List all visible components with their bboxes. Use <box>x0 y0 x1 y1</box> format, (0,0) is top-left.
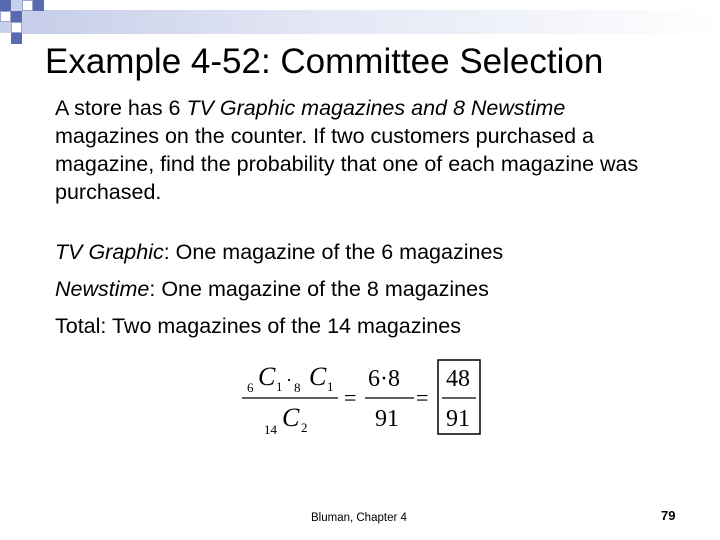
definition-text: : One magazine of the 6 magazines <box>163 240 504 264</box>
deco-square <box>22 0 33 11</box>
formula-mid-num: 6·8 <box>368 366 400 392</box>
probability-formula <box>238 358 488 438</box>
definition-label: Total <box>55 314 101 338</box>
formula-den-var: C <box>282 403 300 432</box>
formula-mid-den: 91 <box>375 406 399 432</box>
formula-num-left-sub: 6 <box>247 380 254 395</box>
deco-square <box>0 22 11 33</box>
definition-label: Newstime <box>55 277 150 301</box>
deco-square <box>33 0 44 11</box>
formula-den-sub: 14 <box>264 422 277 437</box>
formula-result-den: 91 <box>446 406 470 432</box>
deco-square <box>0 11 11 22</box>
formula-num-right-sub: 8 <box>294 380 301 395</box>
deco-square <box>22 11 33 22</box>
slide-title: Example 4-52: Committee Selection <box>45 42 604 81</box>
formula-equals: = <box>344 385 357 410</box>
deco-square <box>11 11 22 22</box>
formula-equals: = <box>416 385 429 410</box>
definition-item <box>55 234 503 271</box>
definition-label: TV Graphic <box>55 240 164 264</box>
deco-square <box>0 0 11 11</box>
formula-num-right-k: 1 <box>327 379 334 394</box>
formula-result-num: 48 <box>446 366 470 392</box>
definition-text: : Two magazines of the 14 magazines <box>100 314 461 338</box>
definition-text: : One magazine of the 8 magazines <box>149 277 489 301</box>
title-bar-gradient <box>22 10 720 34</box>
formula-num-left-k: 1 <box>276 379 283 394</box>
deco-square <box>11 22 22 33</box>
intro-text-1: A store has 6 <box>55 96 187 120</box>
problem-statement <box>55 94 675 206</box>
intro-text-italic: TV Graphic magazines and 8 Newstime <box>186 96 566 120</box>
formula-den-k: 2 <box>301 420 308 435</box>
formula-dot: · <box>286 370 292 390</box>
deco-square <box>11 0 22 11</box>
definition-item <box>55 308 503 345</box>
formula-num-left-var: C <box>258 362 276 391</box>
definition-item <box>55 271 503 308</box>
page-number: 79 <box>661 508 676 523</box>
deco-square <box>11 33 22 44</box>
intro-text-2: magazines on the counter. If two customers purchased a magazine, find the probability that one of each magazine was purchased. <box>55 124 639 204</box>
definitions-list <box>55 234 503 345</box>
slide-footer: Bluman, Chapter 4 <box>311 512 407 524</box>
formula-num-right-var: C <box>309 362 327 391</box>
